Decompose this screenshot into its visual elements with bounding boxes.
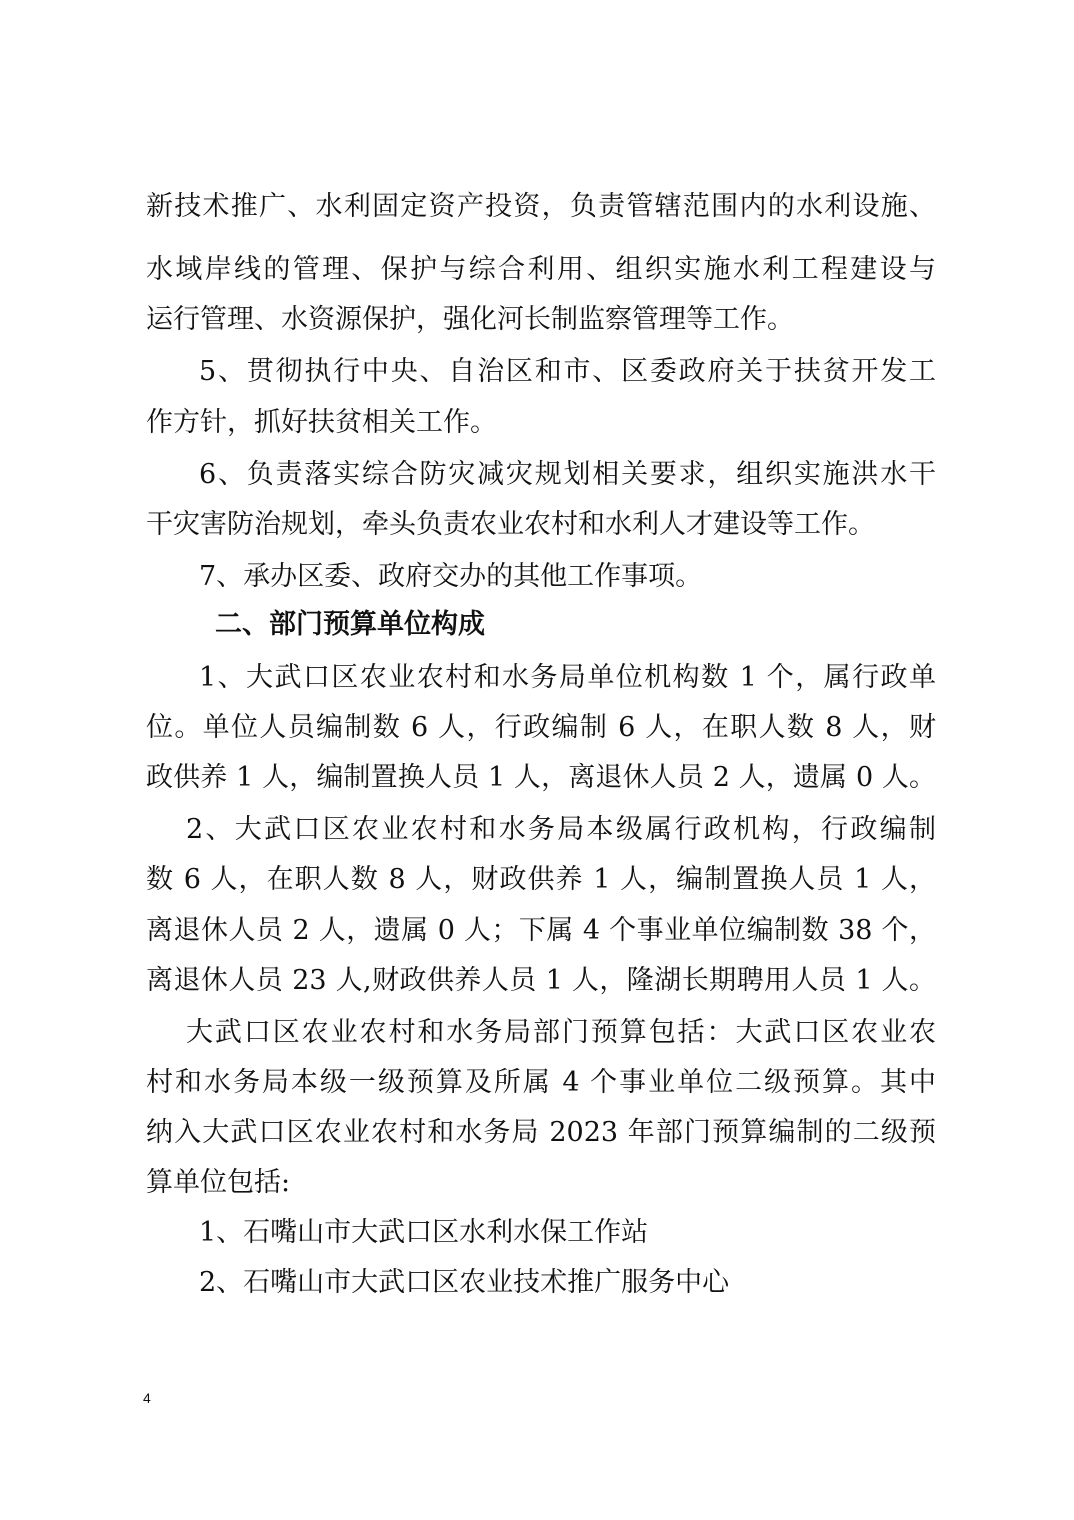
section-heading: 二、部门预算单位构成	[215, 609, 485, 640]
list-item: 1、石嘴山市大武口区水利水保工作站	[199, 1217, 649, 1248]
paragraph-line: 6、负责落实综合防灾减灾规划相关要求，组织实施洪水干	[199, 459, 936, 490]
paragraph-line: 政供养 1 人，编制置换人员 1 人，离退休人员 2 人，遗属 0 人。	[146, 762, 936, 793]
paragraph-line: 水域岸线的管理、保护与综合利用、组织实施水利工程建设与	[146, 254, 936, 285]
paragraph-line: 5、贯彻执行中央、自治区和市、区委政府关于扶贫开发工	[199, 356, 936, 387]
paragraph-line: 运行管理、水资源保护，强化河长制监察管理等工作。	[146, 304, 794, 335]
paragraph-line: 作方针，抓好扶贫相关工作。	[146, 407, 497, 438]
page-number: 4	[143, 1390, 151, 1406]
paragraph-line: 离退休人员 23 人,财政供养人员 1 人，隆湖长期聘用人员 1 人。	[146, 965, 936, 996]
paragraph-line: 村和水务局本级一级预算及所属 4 个事业单位二级预算。其中	[146, 1067, 936, 1098]
paragraph-line: 位。单位人员编制数 6 人，行政编制 6 人，在职人数 8 人，财	[146, 712, 936, 743]
paragraph-line: 算单位包括:	[146, 1167, 291, 1198]
paragraph-line: 离退休人员 2 人，遗属 0 人；下属 4 个事业单位编制数 38 个，	[146, 915, 936, 946]
paragraph-line: 数 6 人，在职人数 8 人，财政供养 1 人，编制置换人员 1 人，	[146, 864, 936, 895]
paragraph-line: 纳入大武口区农业农村和水务局 2023 年部门预算编制的二级预	[146, 1117, 936, 1148]
list-item: 2、石嘴山市大武口区农业技术推广服务中心	[199, 1267, 730, 1298]
paragraph-line: 2、大武口区农业农村和水务局本级属行政机构，行政编制	[186, 814, 936, 845]
paragraph-line: 干灾害防治规划，牵头负责农业农村和水利人才建设等工作。	[146, 509, 875, 540]
paragraph-line: 1、大武口区农业农村和水务局单位机构数 1 个，属行政单	[199, 662, 936, 693]
paragraph-line: 新技术推广、水利固定资产投资，负责管辖范围内的水利设施、	[146, 191, 936, 222]
paragraph-line: 大武口区农业农村和水务局部门预算包括：大武口区农业农	[186, 1017, 936, 1048]
paragraph-line: 7、承办区委、政府交办的其他工作事项。	[199, 561, 703, 592]
